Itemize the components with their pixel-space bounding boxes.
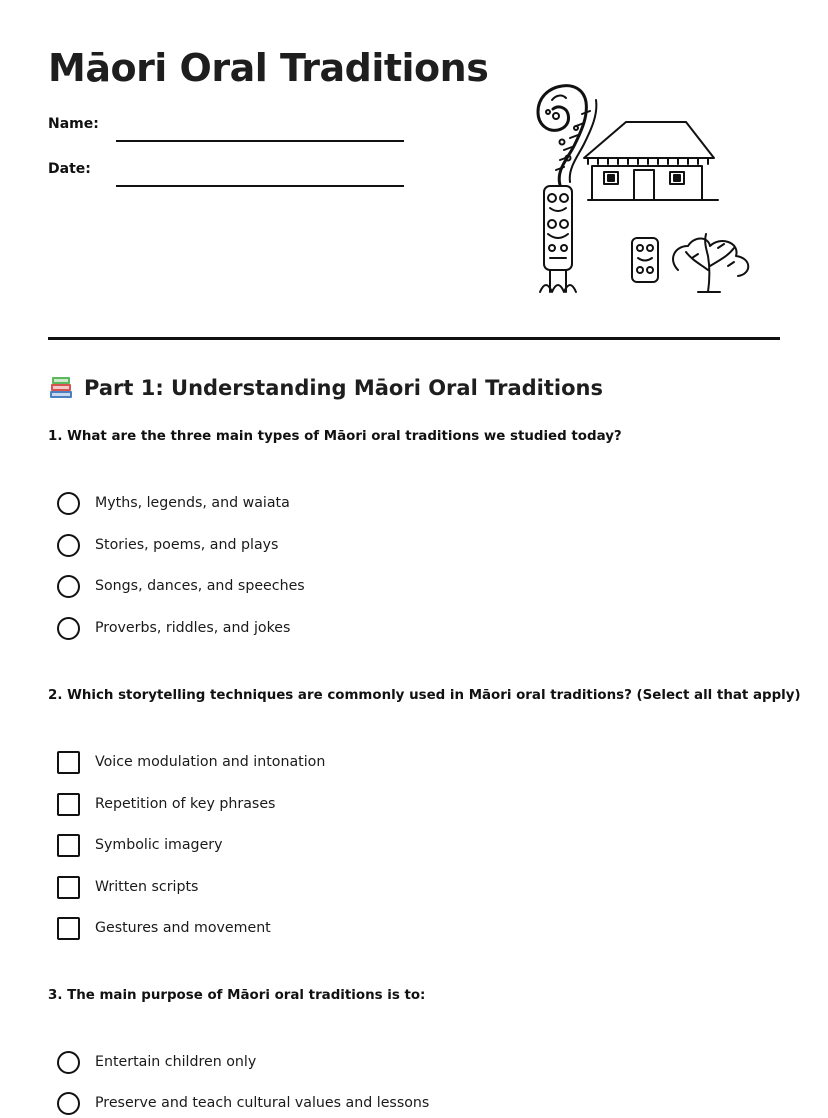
option-label: Symbolic imagery <box>95 837 223 853</box>
date-field <box>48 161 408 187</box>
question-3-text: 3. The main purpose of Māori oral traditions is to: <box>48 988 426 1003</box>
checkbox[interactable] <box>57 751 80 774</box>
tiki-carving-icon <box>540 186 576 292</box>
option-label: Gestures and movement <box>95 920 271 936</box>
option-label: Repetition of key phrases <box>95 796 276 812</box>
question-1-text: 1. What are the three main types of Māori oral traditions we studied today? <box>48 429 622 444</box>
question-1-option-1[interactable] <box>57 491 290 515</box>
question-2-option-2[interactable] <box>57 792 275 816</box>
option-label: Entertain children only <box>95 1054 257 1070</box>
option-label: Songs, dances, and speeches <box>95 578 305 594</box>
question-2-option-4[interactable] <box>57 875 198 899</box>
option-label: Preserve and teach cultural values and lessons <box>95 1095 430 1111</box>
radio-button[interactable] <box>57 1092 80 1115</box>
part-1-heading-text: Part 1: Understanding Māori Oral Traditions <box>84 376 603 400</box>
maori-culture-illustration <box>528 80 760 300</box>
tree-icon <box>673 234 748 292</box>
name-field-label: Name: <box>48 116 99 132</box>
books-icon <box>48 375 74 401</box>
option-label: Myths, legends, and waiata <box>95 495 290 511</box>
question-2-option-1[interactable] <box>57 750 325 774</box>
small-tiki-icon <box>632 238 658 282</box>
name-input-line[interactable] <box>116 140 404 142</box>
radio-button[interactable] <box>57 575 80 598</box>
name-field <box>48 116 408 142</box>
option-label: Proverbs, riddles, and jokes <box>95 620 291 636</box>
question-2-text: 2. Which storytelling techniques are commonly used in Māori oral traditions? (Select all that apply) <box>48 688 801 703</box>
option-label: Written scripts <box>95 879 199 895</box>
question-1-option-4[interactable] <box>57 616 290 640</box>
question-3-option-2[interactable] <box>57 1091 429 1115</box>
checkbox[interactable] <box>57 793 80 816</box>
question-2-option-3[interactable] <box>57 833 223 857</box>
section-divider <box>48 337 780 340</box>
question-1-option-2[interactable] <box>57 533 278 557</box>
checkbox[interactable] <box>57 917 80 940</box>
date-field-label: Date: <box>48 161 91 177</box>
radio-button[interactable] <box>57 534 80 557</box>
checkbox[interactable] <box>57 834 80 857</box>
part-1-heading <box>48 375 603 401</box>
date-input-line[interactable] <box>116 185 404 187</box>
koru-icon <box>538 86 596 185</box>
option-label: Voice modulation and intonation <box>95 754 326 770</box>
question-1-option-3[interactable] <box>57 574 305 598</box>
radio-button[interactable] <box>57 1051 80 1074</box>
question-3-option-1[interactable] <box>57 1050 256 1074</box>
radio-button[interactable] <box>57 617 80 640</box>
checkbox[interactable] <box>57 876 80 899</box>
worksheet-title: Māori Oral Traditions <box>48 46 489 90</box>
option-label: Stories, poems, and plays <box>95 537 279 553</box>
question-2-option-5[interactable] <box>57 916 271 940</box>
radio-button[interactable] <box>57 492 80 515</box>
wharenui-icon <box>584 122 718 200</box>
